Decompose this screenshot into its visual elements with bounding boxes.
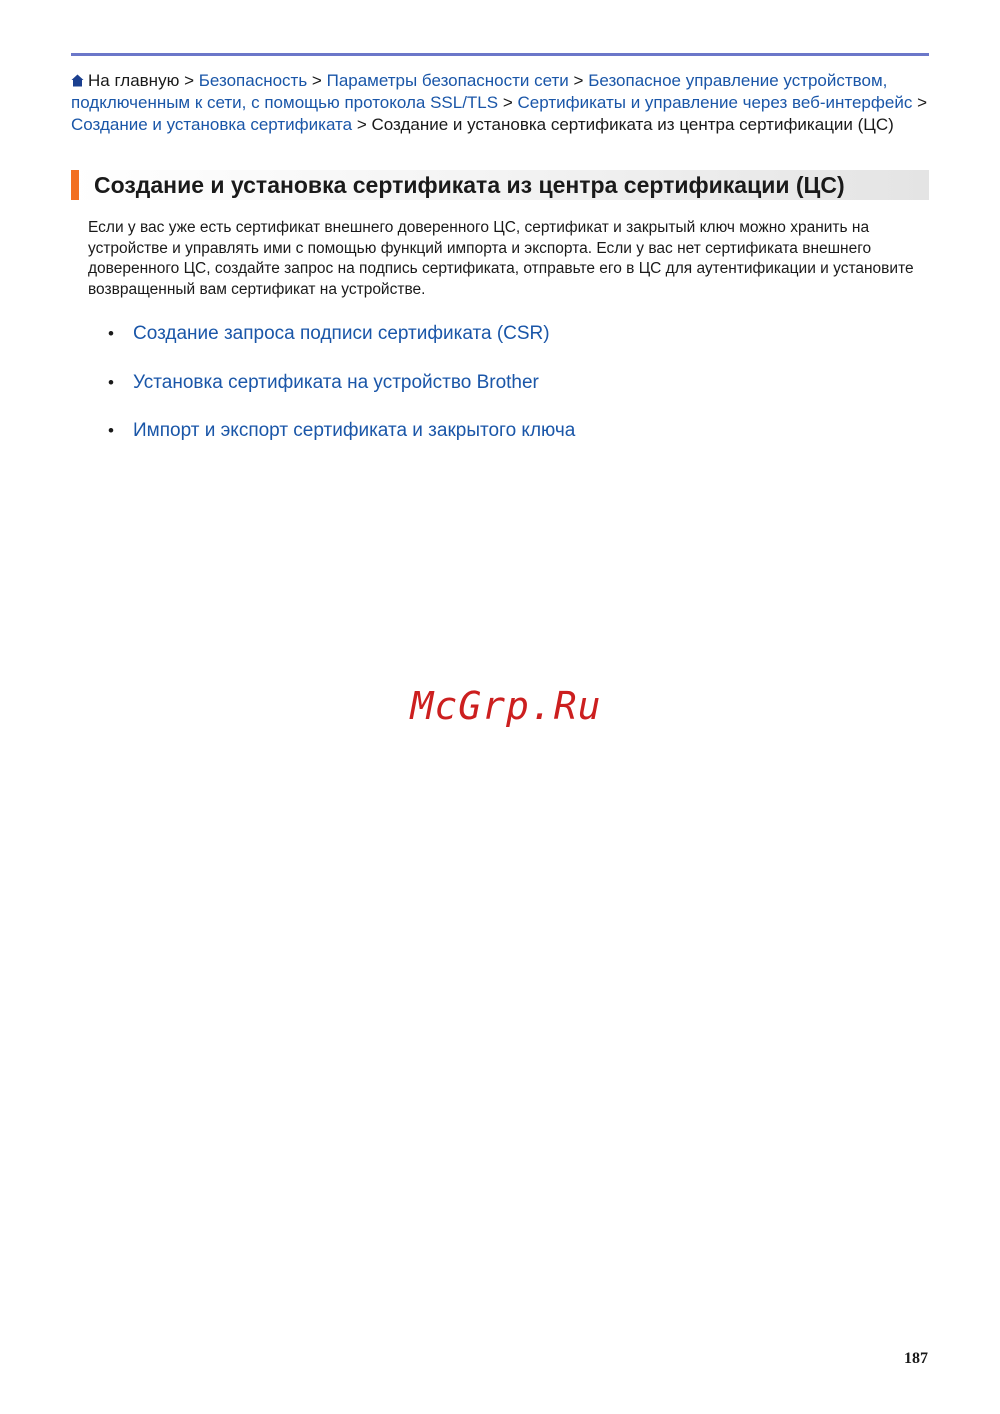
breadcrumb-current: Создание и установка сертификата из центра сертификации (ЦС)	[371, 115, 894, 134]
bullet: •	[108, 324, 114, 343]
breadcrumb-separator: >	[917, 93, 927, 112]
breadcrumb-link-network-security[interactable]: Параметры безопасности сети	[326, 71, 569, 90]
breadcrumb	[71, 70, 931, 136]
link-install-certificate[interactable]: Установка сертификата на устройство Brother	[133, 371, 539, 393]
breadcrumb-home[interactable]: На главную	[88, 71, 180, 90]
breadcrumb-separator: >	[356, 115, 367, 134]
breadcrumb-link-security[interactable]: Безопасность	[198, 71, 308, 90]
home-icon[interactable]	[71, 74, 84, 87]
title-bar	[71, 170, 929, 200]
list-item	[108, 369, 575, 418]
list-item	[108, 320, 575, 369]
breadcrumb-separator: >	[502, 93, 513, 112]
watermark: McGrp.Ru	[410, 684, 602, 728]
page-title: Создание и установка сертификата из центра сертификации (ЦС)	[94, 172, 845, 198]
link-import-export[interactable]: Импорт и экспорт сертификата и закрытого ключа	[133, 420, 576, 441]
breadcrumb-separator: >	[184, 71, 194, 90]
breadcrumb-link-create-install[interactable]: Создание и установка сертификата	[71, 115, 353, 134]
page-number: 187	[904, 1350, 928, 1367]
title-accent	[71, 170, 79, 200]
header-rule	[71, 53, 929, 56]
bullet: •	[108, 421, 114, 440]
bullet: •	[108, 372, 114, 392]
link-create-csr[interactable]: Создание запроса подписи сертификата (CSR)	[133, 323, 550, 344]
list-item	[108, 417, 575, 466]
breadcrumb-link-certificates[interactable]: Сертификаты и управление через веб-интерфейс	[517, 93, 913, 112]
intro-paragraph: Если у вас уже есть сертификат внешнего доверенного ЦС, сертификат и закрытый ключ можно хранить на устройстве и управлять ими с помощью функций импорта и экспорта. Если у вас нет сертификата внешнего доверенного ЦС, создайте запрос на подпись сертификата, отправьте его в ЦС для аутентификации и установите возвращенный вам сертификат на устройстве.	[88, 219, 914, 298]
breadcrumb-separator: >	[573, 71, 584, 90]
breadcrumb-link-ssl-tls[interactable]: Безопасное управление устройством, подключенным к сети, с помощью протокола SSL/TLS	[71, 71, 888, 112]
related-links-list	[108, 320, 575, 466]
breadcrumb-separator: >	[311, 71, 322, 90]
